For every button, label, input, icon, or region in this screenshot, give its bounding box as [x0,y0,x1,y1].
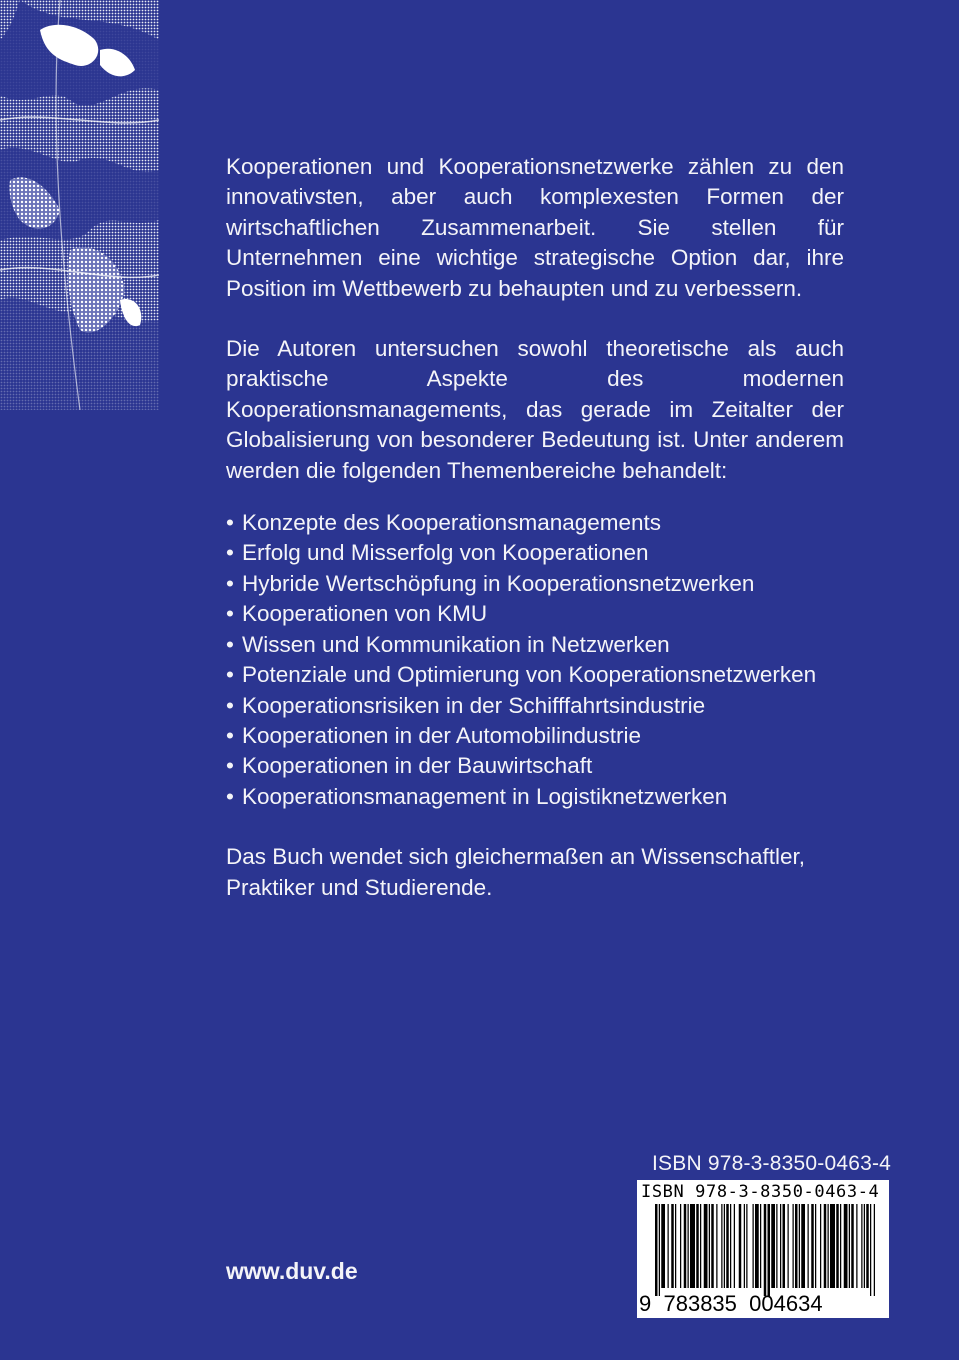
barcode-bar [828,1204,829,1288]
barcode-bar [724,1204,725,1288]
barcode-bar [788,1204,789,1288]
barcode-bar [696,1204,699,1288]
barcode-bar [820,1204,821,1288]
barcode-bar [755,1204,759,1288]
list-item: • Erfolg und Misserfolg von Kooperationen [226,538,844,568]
barcode-bar [726,1204,729,1288]
list-item: • Konzepte des Kooperationsmanagements [226,508,844,538]
barcode-bar [760,1204,761,1288]
barcode-bar [711,1204,714,1288]
barcode-bar [840,1204,841,1288]
barcode-bar [870,1204,871,1296]
barcode-bar [675,1204,676,1288]
barcode-bar [793,1204,794,1288]
barcode-bar [771,1204,775,1288]
barcode-bar [690,1204,695,1288]
barcode-bars [655,1204,881,1296]
barcode-bar [776,1204,777,1288]
barcode-bar [661,1204,665,1288]
barcode-digits [639,1291,823,1317]
barcode-bar [744,1204,745,1288]
barcode-bar [668,1204,669,1288]
barcode-bar [704,1204,708,1288]
barcode [637,1180,889,1318]
barcode-bar [830,1204,835,1288]
barcode-bar [700,1204,701,1288]
barcode-bar [753,1204,754,1288]
intro-paragraph: Kooperationen und Kooperationsnetzwerke zählen zu den innovativsten, aber auch komplexesten Formen der wirtschaftlichen Zusammenarbeit. Sie stellen für Unternehmen eine wichtige strategische Option dar, ihre Position im Wettbewerb zu behaupten und zu verbessern. [226,154,844,301]
barcode-bar [655,1204,658,1296]
barcode-bar [746,1204,747,1288]
barcode-bar [849,1204,850,1288]
topics-intro-paragraph: Die Autoren untersuchen sowohl theoretische als auch praktische Aspekte des modernen Kooperationsmanagements, das gerade im Zeitalter der Globalisierung von besonderer Bedeutung ist. Unter anderem werden die folgenden Themenbereiche behandelt: [226,336,844,483]
list-item: • Potenziale und Optimierung von Kooperationsnetzwerken [226,660,844,690]
barcode-bar [768,1204,771,1296]
barcode-bar [808,1204,809,1288]
barcode-bar [861,1204,862,1288]
list-item: • Kooperationsrisiken in der Schifffahrtsindustrie [226,691,844,721]
barcode-bar [799,1204,800,1288]
list-item: • Kooperationsmanagement in Logistiknetzwerken [226,782,844,812]
isbn-label: ISBN 978-3-8350-0463-4 [652,1152,892,1175]
list-item: • Hybride Wertschöpfung in Kooperationsnetzwerken [226,569,844,599]
barcode-bar [874,1204,875,1296]
barcode-bar [856,1204,857,1288]
barcode-digits-left: 783835 [663,1291,737,1316]
barcode-bar [721,1204,722,1288]
barcode-isbn-text: ISBN 978-3-8350-0463-4 [641,1182,880,1202]
barcode-bar [811,1204,814,1288]
topics-list [226,508,844,812]
barcode-bar [801,1204,805,1288]
barcode-bar [783,1204,786,1288]
barcode-bar [824,1204,827,1288]
barcode-bar [716,1204,717,1288]
barcode-bar [795,1204,798,1288]
back-cover-text [226,152,844,903]
barcode-bar [764,1204,767,1296]
barcode-bar [680,1204,681,1288]
barcode-bar [864,1204,865,1288]
barcode-digits-right: 004634 [749,1291,823,1316]
barcode-bar [659,1204,660,1296]
barcode-bar [815,1204,816,1288]
list-item: • Kooperationen in der Automobilindustrie [226,721,844,751]
barcode-bar [844,1204,848,1288]
barcode-bar [836,1204,839,1288]
barcode-bar [734,1204,735,1288]
barcode-bar [684,1204,687,1288]
publisher-website[interactable]: www.duv.de [226,1258,358,1284]
barcode-bar [866,1204,869,1288]
barcode-bar [730,1204,731,1288]
list-item: • Wissen und Kommunikation in Netzwerken [226,630,844,660]
barcode-digit-first: 9 [639,1291,652,1316]
barcode-bar [671,1204,674,1288]
barcode-bar [709,1204,710,1288]
list-item: • Kooperationen von KMU [226,599,844,629]
audience-paragraph: Das Buch wendet sich gleichermaßen an Wissenschaftler, Praktiker und Studierende. [226,844,806,900]
barcode-bar [851,1204,854,1288]
barcode-bar [780,1204,781,1288]
barcode-bar [688,1204,689,1288]
list-item: • Kooperationen in der Bauwirtschaft [226,751,844,781]
globe-illustration-icon [0,0,159,410]
barcode-bar [739,1204,742,1288]
